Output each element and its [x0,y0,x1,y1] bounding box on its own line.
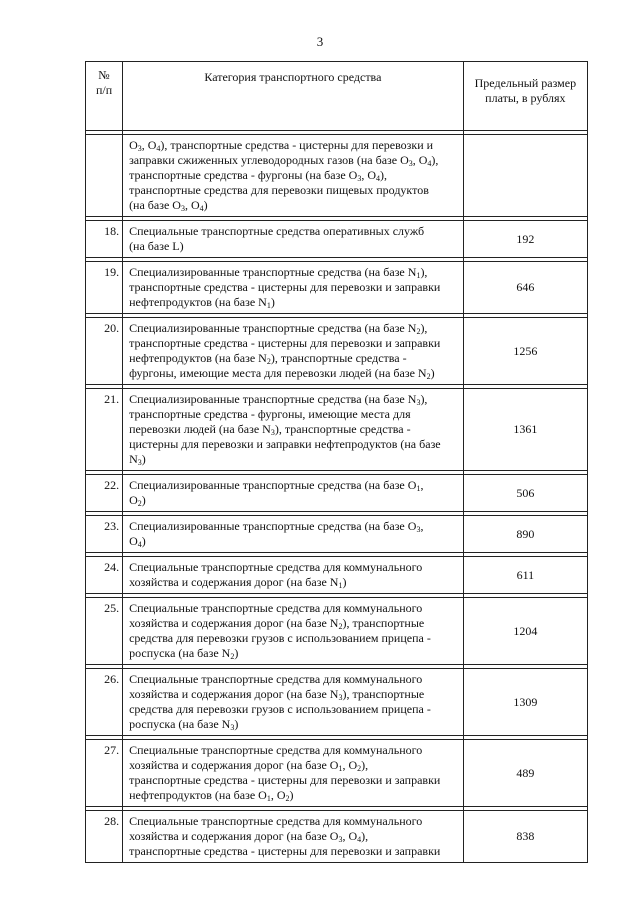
text-segment: транспортные средства - фургоны (на базе O [129,168,358,182]
text-segment: , O [141,138,157,152]
table-row [86,516,588,553]
category-line [129,295,459,310]
subscript-index: 3 [338,693,343,702]
subscript-index: 1 [266,301,271,310]
text-segment: ) [342,575,347,589]
text-segment: ), транспортные средства - цистерны для перевозки и [160,138,434,152]
category-line [129,672,459,687]
category-line [129,519,459,534]
text-segment: перевозки людей (на базе N [129,422,271,436]
subscript-index: 4 [427,159,432,168]
row-fee: 489 [463,740,587,807]
text-segment: транспортные средства - цистерны для перевозки и заправки [129,280,441,294]
text-segment: фургоны, имеющие места для перевозки людей (на базе N [129,366,427,380]
row-number: 19. [86,262,123,314]
text-segment: хозяйства и содержания дорог (на базе O [129,829,339,843]
text-segment: нефтепродуктов (на базе N [129,295,267,309]
text-segment: Специализированные транспортные средства (на базе N [129,392,417,406]
header-fee [463,62,587,131]
row-number: 22. [86,475,123,512]
table-row [86,669,588,736]
text-segment: Специализированные транспортные средства (на базе O [129,478,417,492]
text-segment: (на базе L) [129,239,184,253]
row-number: 25. [86,598,123,665]
text-segment: , [420,519,424,533]
category-line [129,646,459,661]
text-segment: ) [270,295,275,309]
table-row [86,389,588,471]
row-category [123,475,464,512]
subscript-index: 3 [357,174,362,183]
row-number: 27. [86,740,123,807]
text-segment: Специализированные транспортные средства (на базе O [129,519,417,533]
category-line [129,773,459,788]
category-line [129,829,459,844]
text-segment: средства для перевозки грузов с использованием прицепа - [129,702,431,716]
text-segment: O [129,493,138,507]
header-number-line-2: п/п [95,83,113,97]
text-segment: ), [420,321,428,335]
row-fee: 838 [463,811,587,863]
text-segment: транспортные средства - цистерны для перевозки и заправки [129,844,441,858]
fee-table [85,61,588,863]
row-category [123,262,464,314]
row-fee: 506 [463,475,587,512]
row-number [86,135,123,217]
subscript-index: 3 [270,428,275,437]
row-category [123,740,464,807]
header-number [86,62,123,131]
text-segment: хозяйства и содержания дорог (на базе N [129,687,339,701]
text-segment: ) [141,493,146,507]
text-segment: ) [234,717,239,731]
row-category [123,221,464,258]
subscript-index: 3 [180,204,185,213]
row-category [123,389,464,471]
category-line [129,788,459,803]
category-line [129,452,459,467]
table-row [86,557,588,594]
row-category [123,811,464,863]
text-segment: ), транспортные [342,616,425,630]
category-line [129,493,459,508]
subscript-index: 3 [416,398,421,407]
subscript-index: 2 [137,499,142,508]
category-line [129,743,459,758]
text-segment: , O [270,788,286,802]
header-number-line-1: № [98,68,110,82]
text-segment: транспортные средства - цистерны для перевозки и заправки [129,336,441,350]
text-segment: Специальные транспортные средства для коммунального [129,743,423,757]
subscript-index: 1 [338,581,343,590]
text-segment: цистерны для перевозки и заправки нефтепродуктов (на базе [129,437,441,451]
category-line [129,478,459,493]
category-line [129,138,459,153]
table-row [86,262,588,314]
table-row [86,135,588,217]
category-line [129,239,459,254]
subscript-index: 2 [285,794,290,803]
text-segment: заправки сжиженных углеводородных газов (на базе O [129,153,409,167]
text-segment: ) [430,366,435,380]
category-line [129,717,459,732]
category-line [129,687,459,702]
category-line [129,224,459,239]
subscript-index: 3 [338,835,343,844]
header-fee-line-1: Предельный размер [474,76,577,90]
text-segment: хозяйства и содержания дорог (на базе N [129,616,339,630]
header-category: Категория транспортного средства [123,62,464,131]
text-segment: ), [380,168,388,182]
table-row [86,475,588,512]
text-segment: , O [342,758,358,772]
table-row [86,598,588,665]
text-segment: , O [342,829,358,843]
text-segment: Специальные транспортные средства для коммунального [129,672,423,686]
text-segment: ), [420,265,428,279]
subscript-index: 4 [376,174,381,183]
row-number: 23. [86,516,123,553]
text-segment: Специализированные транспортные средства (на базе N [129,265,417,279]
text-segment: N [129,452,138,466]
text-segment: ) [141,452,146,466]
row-fee: 890 [463,516,587,553]
row-category [123,669,464,736]
row-fee: 611 [463,557,587,594]
row-number: 21. [86,389,123,471]
text-segment: ), [361,829,369,843]
row-fee: 192 [463,221,587,258]
category-line [129,758,459,773]
text-segment: , O [412,153,428,167]
category-line [129,336,459,351]
category-line [129,575,459,590]
text-segment: Специальные транспортные средства оперативных служб [129,224,425,238]
category-line [129,534,459,549]
row-fee: 1309 [463,669,587,736]
row-category [123,318,464,385]
subscript-index: 3 [416,525,421,534]
text-segment: , [420,478,424,492]
table-row [86,811,588,863]
text-segment: O [129,534,138,548]
text-segment: ), [361,758,369,772]
row-number: 18. [86,221,123,258]
row-category [123,516,464,553]
table-row [86,318,588,385]
row-category [123,598,464,665]
category-line [129,265,459,280]
text-segment: , O [361,168,377,182]
row-fee [463,135,587,217]
header-fee-line-2: платы, в рублях [485,91,566,105]
row-category [123,557,464,594]
subscript-index: 4 [156,144,161,153]
text-segment: ), [420,392,428,406]
category-line [129,280,459,295]
text-segment: ), транспортные средства - [270,351,407,365]
row-number: 24. [86,557,123,594]
text-segment: роспуска (на базе N [129,717,231,731]
category-line [129,844,459,859]
category-line [129,153,459,168]
text-segment: (на базе O [129,198,181,212]
category-line [129,616,459,631]
text-segment: транспортные средства для перевозки пищевых продуктов [129,183,429,197]
text-segment: нефтепродуктов (на базе O [129,788,267,802]
text-segment: ) [203,198,208,212]
table-row [86,740,588,807]
text-segment: транспортные средства - фургоны, имеющие места для [129,407,411,421]
text-segment: роспуска (на базе N [129,646,231,660]
category-line [129,422,459,437]
text-segment: ) [141,534,146,548]
subscript-index: 2 [416,327,421,336]
subscript-index: 3 [408,159,413,168]
text-segment: хозяйства и содержания дорог (на базе N [129,575,339,589]
text-segment: нефтепродуктов (на базе N [129,351,267,365]
row-fee: 646 [463,262,587,314]
text-segment: хозяйства и содержания дорог (на базе O [129,758,339,772]
subscript-index: 2 [357,764,362,773]
category-line [129,631,459,646]
text-segment: транспортные средства - цистерны для перевозки и заправки [129,773,441,787]
category-line [129,183,459,198]
category-line [129,702,459,717]
subscript-index: 1 [338,764,343,773]
subscript-index: 1 [266,794,271,803]
row-fee: 1256 [463,318,587,385]
subscript-index: 1 [416,271,421,280]
text-segment: ), транспортные средства - [274,422,411,436]
subscript-index: 4 [199,204,204,213]
category-line [129,198,459,213]
row-number: 26. [86,669,123,736]
table-body [86,131,588,863]
text-segment: ) [234,646,239,660]
category-line [129,560,459,575]
row-number: 28. [86,811,123,863]
subscript-index: 3 [137,144,142,153]
row-fee: 1204 [463,598,587,665]
category-line [129,321,459,336]
text-segment: ), транспортные [342,687,425,701]
text-segment: , O [184,198,200,212]
category-line [129,351,459,366]
subscript-index: 2 [266,357,271,366]
subscript-index: 2 [426,372,431,381]
text-segment: Специализированные транспортные средства (на базе N [129,321,417,335]
category-line [129,437,459,452]
category-line [129,407,459,422]
category-line [129,392,459,407]
subscript-index: 3 [230,723,235,732]
category-line [129,601,459,616]
subscript-index: 2 [230,652,235,661]
row-fee: 1361 [463,389,587,471]
row-number: 20. [86,318,123,385]
text-segment: Специальные транспортные средства для коммунального [129,814,423,828]
subscript-index: 2 [338,622,343,631]
category-line [129,168,459,183]
category-line [129,814,459,829]
subscript-index: 4 [357,835,362,844]
row-category [123,135,464,217]
page-number: 3 [316,34,324,49]
table-header [86,62,588,131]
text-segment: ), [431,153,439,167]
text-segment: средства для перевозки грузов с использованием прицепа - [129,631,431,645]
table-row [86,221,588,258]
text-segment: ) [289,788,294,802]
text-segment: Специальные транспортные средства для коммунального [129,601,423,615]
subscript-index: 3 [137,458,142,467]
text-segment: O [129,138,138,152]
category-line [129,366,459,381]
text-segment: Специальные транспортные средства для коммунального [129,560,423,574]
subscript-index: 4 [137,540,142,549]
subscript-index: 1 [416,484,421,493]
